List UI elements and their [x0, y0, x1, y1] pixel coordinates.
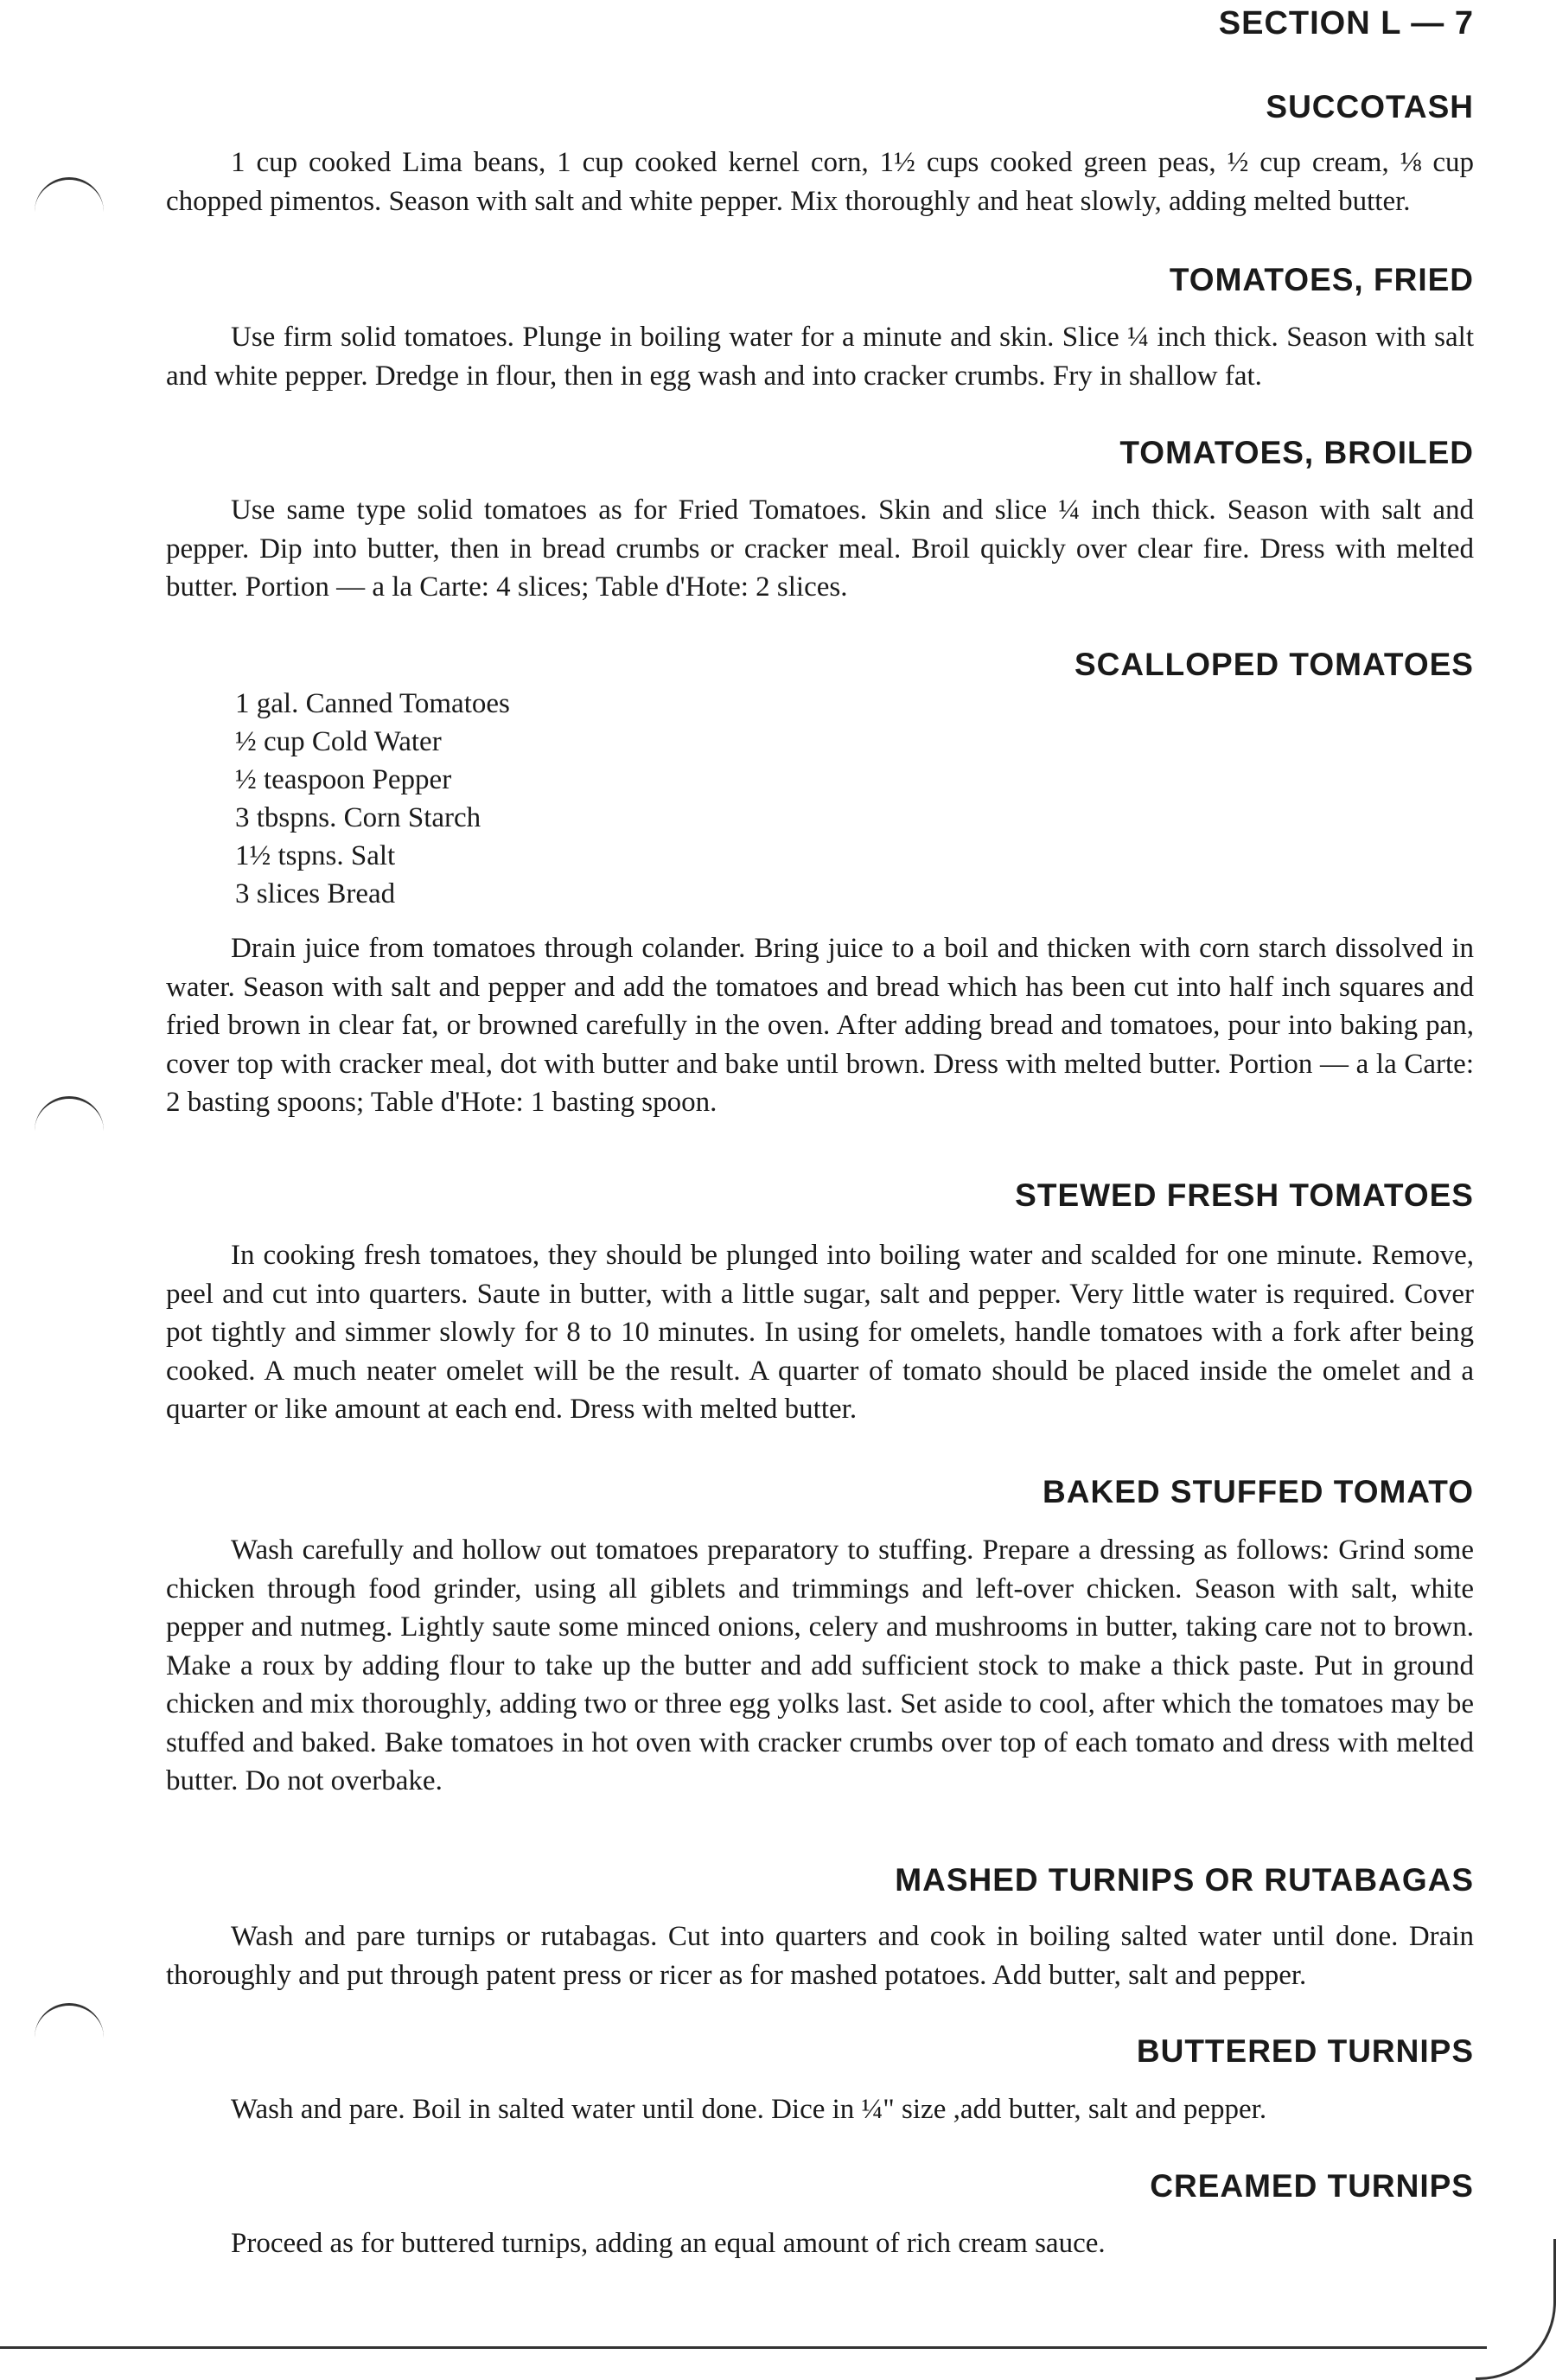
paragraph-tomatoes-fried: Use firm solid tomatoes. Plunge in boiling water for a minute and skin. Slice ¼ inch thick. Season with salt and white pepper. Dredge in flour, then in egg wash and into cracker crumbs. Fry in shallow fat.	[166, 322, 1474, 392]
heading-tomatoes-broiled: TOMATOES, BROILED	[1119, 435, 1474, 470]
heading-buttered-turnips: BUTTERED TURNIPS	[1136, 2033, 1474, 2069]
section-label: SECTION L — 7	[1218, 5, 1474, 41]
punch-hole-mark	[35, 2003, 104, 2058]
paragraph-tomatoes-broiled: Use same type solid tomatoes as for Fried Tomatoes. Skin and slice ¼ inch thick. Season with salt and pepper. Dip into butter, then in bread crumbs or cracker meal. Broil quickly over clear fire. Dress with melted butter. Portion — a la Carte: 4 slices; Table d'Hote: 2 slices.	[166, 495, 1474, 603]
ingredient-list-scalloped-tomatoes	[235, 685, 510, 913]
paragraph-creamed-turnips: Proceed as for buttered turnips, adding an equal amount of rich cream sauce.	[231, 2228, 1106, 2259]
page-corner-curl	[1476, 2239, 1556, 2380]
ingredient-item: ½ teaspoon Pepper	[235, 764, 452, 795]
punch-hole-mark	[35, 177, 104, 232]
ingredient-item: 1 gal. Canned Tomatoes	[235, 688, 510, 719]
ingredient-item: 3 tbspns. Corn Starch	[235, 802, 481, 833]
ingredient-item: ½ cup Cold Water	[235, 726, 442, 757]
page-bottom-edge	[0, 2346, 1487, 2349]
heading-creamed-turnips: CREAMED TURNIPS	[1150, 2168, 1474, 2204]
paragraph-baked-stuffed-tomato: Wash carefully and hollow out tomatoes preparatory to stuffing. Prepare a dressing as follows: Grind some chicken through food grinder, using all giblets and trimmings and left-over chicken. Season with salt, white pepper and nutmeg. Lightly saute some minced onions, celery and mushrooms in butter, taking care not to brown. Make a roux by adding flour to take up the butter and add sufficient stock to make a thick paste. Put in ground chicken and mix thoroughly, adding two or three egg yolks last. Set aside to cool, after which the tomatoes may be stuffed and baked. Bake tomatoes in hot oven with cracker crumbs over top of each tomato and dress with melted butter. Do not overbake.	[166, 1535, 1474, 1796]
paragraph-scalloped-tomatoes: Drain juice from tomatoes through colander. Bring juice to a boil and thicken with corn starch dissolved in water. Season with salt and pepper and add the tomatoes and bread which has been cut into half inch squares and fried brown in clear fat, or browned carefully in the oven. After adding bread and tomatoes, pour into baking pan, cover top with cracker meal, dot with butter and bake until brown. Dress with melted butter. Portion — a la Carte: 2 basting spoons; Table d'Hote: 1 basting spoon.	[166, 933, 1474, 1118]
paragraph-succotash: 1 cup cooked Lima beans, 1 cup cooked kernel corn, 1½ cups cooked green peas, ½ cup cream, ⅛ cup chopped pimentos. Season with salt and white pepper. Mix thoroughly and heat slowly, adding melted butter.	[166, 147, 1474, 217]
paragraph-buttered-turnips: Wash and pare. Boil in salted water until done. Dice in ¼" size ,add butter, salt and pepper.	[231, 2094, 1267, 2125]
ingredient-item: 1½ tspns. Salt	[235, 840, 396, 871]
heading-mashed-turnips: MASHED TURNIPS OR RUTABAGAS	[895, 1862, 1474, 1898]
heading-succotash: SUCCOTASH	[1266, 89, 1474, 124]
heading-scalloped-tomatoes: SCALLOPED TOMATOES	[1074, 647, 1474, 682]
punch-hole-mark	[35, 1096, 104, 1151]
heading-baked-stuffed-tomato: BAKED STUFFED TOMATO	[1043, 1474, 1474, 1509]
ingredient-item: 3 slices Bread	[235, 878, 396, 909]
paragraph-mashed-turnips: Wash and pare turnips or rutabagas. Cut into quarters and cook in boiling salted water until done. Drain thoroughly and put through patent press or ricer as for mashed potatoes. Add butter, salt and pepper.	[166, 1921, 1474, 1991]
heading-stewed-fresh-tomatoes: STEWED FRESH TOMATOES	[1015, 1177, 1474, 1213]
heading-tomatoes-fried: TOMATOES, FRIED	[1169, 262, 1474, 297]
paragraph-stewed-fresh-tomatoes: In cooking fresh tomatoes, they should be plunged into boiling water and scalded for one minute. Remove, peel and cut into quarters. Saute in butter, with a little sugar, salt and pepper. Very little water is required. Cover pot tightly and simmer slowly for 8 to 10 minutes. In using for omelets, handle tomatoes with a fork after being cooked. A much neater omelet will be the result. A quarter of tomato should be placed inside the omelet and a quarter or like amount at each end. Dress with melted butter.	[166, 1240, 1474, 1425]
